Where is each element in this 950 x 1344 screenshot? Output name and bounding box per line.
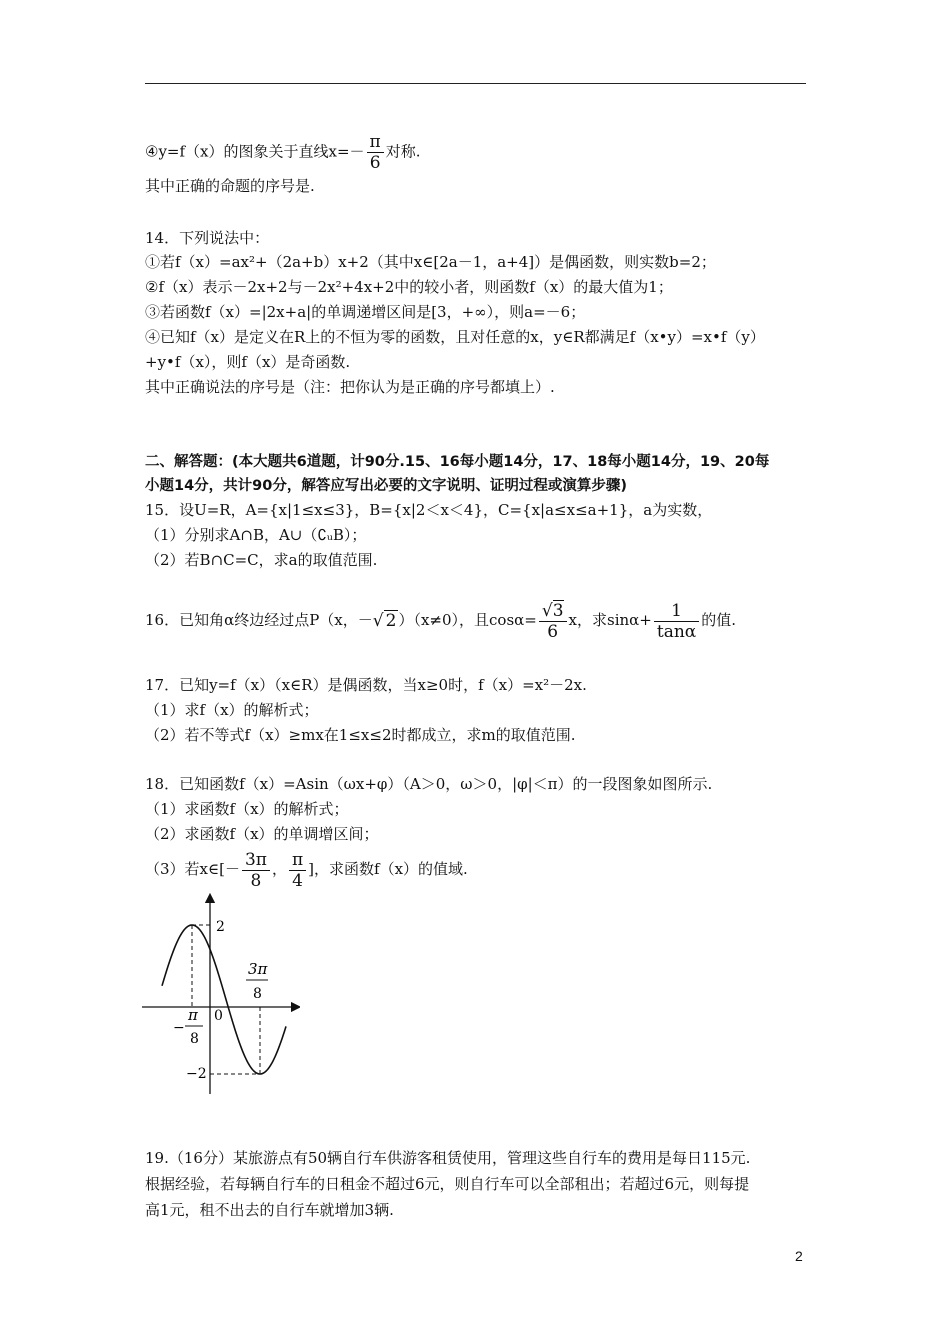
q14-title: 14．下列说法中：	[145, 229, 270, 247]
q16-text-2: ）（x≠0），且cosα=	[398, 611, 537, 629]
fraction-denominator: tanα	[654, 621, 699, 642]
sqrt-2: √ 2	[372, 611, 397, 631]
fraction-numerator: π	[369, 132, 381, 152]
q17-part1: （1）求f（x）的解析式；	[145, 701, 319, 719]
q18-stem: 18．已知函数f（x）=Asin（ωx+φ）（A＞0，ω＞0，|φ|＜π）的一段图象如图所示.	[145, 775, 713, 793]
q16-text-4: 的值.	[701, 611, 737, 629]
q14-item4: ④已知f（x）是定义在R上的不恒为零的函数，且对任意的x，y∈R都满足f（x•y）=x•f（y）	[145, 328, 765, 346]
sine-graph-figure	[140, 892, 300, 1102]
q18-part3-text-2: ，	[271, 860, 287, 878]
q15-part1: （1）分别求A∩B，A∪（∁ᵤB）；	[145, 526, 367, 544]
q15-stem: 15．设U=R，A={x|1≤x≤3}，B={x|2＜x＜4}，C={x|a≤x≤a+1}，a为实数，	[145, 501, 713, 519]
sqrt-radicand: 2	[385, 611, 397, 631]
label-3pi-numerator: 3π	[248, 960, 268, 978]
q19-line3: 高1元，租不出去的自行车就增加3辆.	[145, 1201, 394, 1219]
q16-stem	[145, 598, 810, 643]
label-origin: 0	[214, 1008, 223, 1024]
label-y-max: 2	[216, 919, 225, 935]
fraction-denominator: 4	[289, 870, 306, 891]
section2-heading-line1: 二、解答题：(本大题共6道题，计90分.15、16每小题14分，17、18每小题14分，19、20每	[145, 454, 770, 470]
fraction-denominator: 6	[367, 152, 384, 173]
fraction-numerator: π	[291, 849, 304, 870]
q19-line2: 根据经验，若每辆自行车的日租金不超过6元，则自行车可以全部租出；若超过6元，则每提	[145, 1175, 750, 1193]
fraction-pi-4	[289, 850, 306, 891]
q19-line1: 19.（16分）某旅游点有50辆自行车供游客租赁使用，管理这些自行车的费用是每日115元.	[145, 1149, 751, 1167]
header-rule	[145, 83, 806, 84]
q16-text-1: 16．已知角α终边经过点P（x，－	[145, 611, 373, 629]
label-pi-numerator: π	[188, 1006, 198, 1024]
q18-part1: （1）求函数f（x）的解析式；	[145, 800, 349, 818]
label-3pi-denominator: 8	[253, 986, 262, 1002]
q14-answer-prompt: 其中正确说法的序号是（注：把你认为是正确的序号都填上）.	[145, 378, 555, 396]
q18-part3-text-3: ]，求函数f（x）的值域.	[308, 860, 468, 878]
q18-part3-text-1: （3）若x∈[－	[145, 860, 240, 878]
q14-item1: ①若f（x）=ax²+（2a+b）x+2（其中x∈[2a－1，a+4]）是偶函数，则实数b=2；	[145, 253, 716, 271]
q16-text-3: x，求sinα+	[568, 611, 652, 629]
fraction-pi-6	[367, 132, 384, 173]
sine-curve	[162, 925, 286, 1074]
sqrt-radicand: 3	[552, 600, 564, 621]
q18-part3	[145, 847, 810, 891]
label-y-min: −2	[186, 1066, 207, 1082]
fraction-numerator: 3π	[244, 849, 267, 870]
q13-item4	[145, 132, 810, 173]
page-number: 2	[795, 1248, 803, 1264]
fraction-denominator: 6	[539, 621, 567, 642]
q17-stem: 17．已知y=f（x）（x∈R）是偶函数，当x≥0时，f（x）=x²－2x.	[145, 676, 587, 694]
q17-part2: （2）若不等式f（x）≥mx在1≤x≤2时都成立，求m的取值范围.	[145, 726, 576, 744]
fraction-3pi-8	[242, 850, 270, 891]
q14-item2: ②f（x）表示－2x+2与－2x²+4x+2中的较小者，则函数f（x）的最大值为1；	[145, 278, 673, 296]
q14-item3: ③若函数f（x）=|2x+a|的单调递增区间是[3，+∞），则a=－6；	[145, 303, 586, 321]
q13-answer-prompt: 其中正确的命题的序号是.	[145, 177, 315, 195]
fraction-denominator: 8	[242, 870, 270, 891]
fraction-numerator: 1	[671, 600, 682, 621]
fraction-sqrt3-over-6	[539, 601, 567, 642]
q15-part2: （2）若B∩C=C，求a的取值范围.	[145, 551, 378, 569]
q14-item4-cont: +y•f（x），则f（x）是奇函数.	[145, 353, 351, 371]
label-pi-denominator: 8	[190, 1031, 199, 1047]
fraction-1-over-tan	[654, 601, 699, 642]
q13-item4-suffix: 对称.	[385, 142, 421, 161]
section2-heading-line2: 小题14分，共计90分，解答应写出必要的文字说明、证明过程或演算步骤)	[145, 478, 627, 494]
label-neg-sign: −	[173, 1020, 185, 1036]
q18-part2: （2）求函数f（x）的单调增区间；	[145, 825, 379, 843]
q13-item4-text: ④y=f（x）的图象关于直线x=－	[145, 142, 365, 161]
fraction-numerator: √3	[541, 600, 564, 621]
